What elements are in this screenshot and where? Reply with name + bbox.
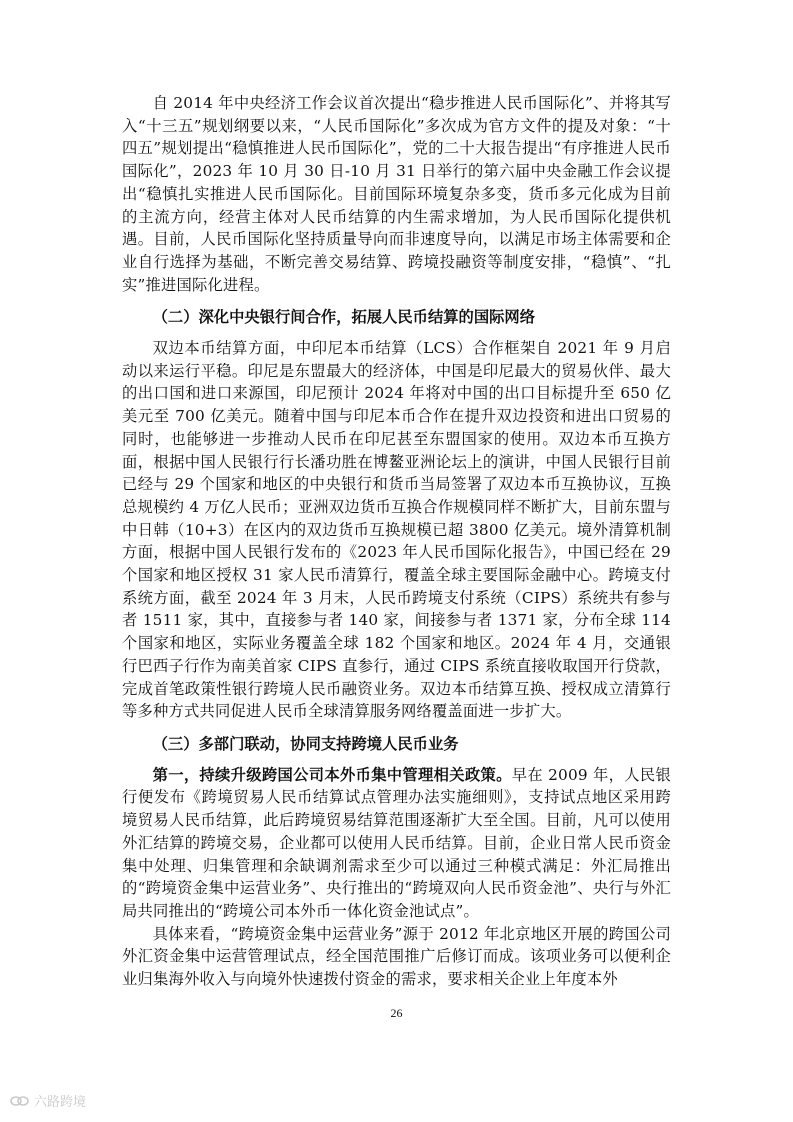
link-icon [10,1094,30,1108]
paragraph-cash-pool-policy [122,764,671,923]
section-heading-central-bank-cooperation: （二）深化中央银行间合作，拓展人民币结算的国际网络 [152,308,536,327]
paragraph-lead-sentence: 第一，持续升级跨国公司本外币集中管理相关政策。 [152,765,512,784]
paragraph-bilateral-settlement: 双边本币结算方面，中印尼本币结算（LCS）合作框架自 2021 年 9 月启动以来运行平稳。印尼是东盟最大的经济体，中国是印尼最大的贸易伙伴、最大的出口国和进口来源国，印尼预计 2024 年将对中国的出口目标提升至 650 亿美元至 700 亿美元。随着中国与印尼本币合作在提升双边投资和进出口贸易的同时，也能够进一步推动人民币在印尼甚至东盟国家的使用。双边本币互换方面，根据中国人民银行行长潘功胜在博鳌亚洲论坛上的演讲，中国人民银行目前已经与 29 个国家和地区的中央银行和货币当局签署了双边本币互换协议，互换总规模约 4 万亿人民币；亚洲双边货币互换合作规模同样不断扩大，目前东盟与中日韩（10+3）在区内的双边货币互换规模已超 3800 亿美元。境外清算机制方面，根据中国人民银行发布的《2023 年人民币国际化报告》，中国已经在 29 个国家和地区授权 31 家人民币清算行，覆盖全球主要国际金融中心。跨境支付系统方面，截至 2024 年 3 月末，人民币跨境支付系统（CIPS）系统共有参与者 1511 家，其中，直接参与者 140 家，间接参与者 1371 家，分布全球 114 个国家和地区，实际业务覆盖全球 182 个国家和地区。2024 年 4 月，交通银行巴西子行作为南美首家 CIPS 直参行，通过 CIPS 系统直接收取国开行贷款，完成首笔政策性银行跨境人民币融资业务。双边本币结算互换、授权成立清算行等多种方式共同促进人民币全球清算服务网络覆盖面进一步扩大。 [122,339,671,721]
paragraph-rmb-internationalization-policy: 自 2014 年中央经济工作会议首次提出“稳步推进人民币国际化”、并将其写入“十三五”规划纲要以来，“人民币国际化”多次成为官方文件的提及对象：“十四五”规划提出“稳慎推进人民币国际化”，党的二十大报告提出“有序推进人民币国际化”，2023 年 10 月 30 日-10 月 31 日举行的第六届中央金融工作会议提出“稳慎扎实推进人民币国际化。目前国际环境复杂多变，货币多元化成为目前的主流方向，经营主体对人民币结算的内生需求增加，为人民币国际化提供机遇。目前，人民币国际化坚持质量导向而非速度导向，以满足市场主体需要和企业自行选择为基础，不断完善交易结算、跨境投融资等制度安排，“稳慎”、“扎实”推进国际化进程。 [122,94,671,294]
paragraph-body-text: 早在 2009 年，人民银行便发布《跨境贸易人民币结算试点管理办法实施细则》，支持试点地区采用跨境贸易人民币结算，此后跨境贸易结算范围逐渐扩大至全国。目前，凡可以使用外汇结算的跨境交易，企业都可以使用人民币结算。目前，企业日常人民币资金集中处理、归集管理和余缺调剂需求至少可以通过三种模式满足：外汇局推出的“跨境资金集中运营业务”、央行推出的“跨境双向人民币资金池”、央行与外汇局共同推出的“跨境公司本外币一体化资金池试点”。 [122,765,671,920]
watermark [10,1091,86,1110]
section-heading-multi-department: （三）多部门联动，协同支持跨境人民币业务 [152,734,459,753]
page-number: 26 [390,1006,403,1020]
document-body [122,92,671,991]
watermark-text: 六路跨境 [34,1095,87,1110]
paragraph-fund-concentration: 具体来看，“跨境资金集中运营业务”源于 2012 年北京地区开展的跨国公司外汇资金集中运营管理试点，经全国范围推广后修订而成。该项业务可以便利企业归集海外收入与向境外快速拨付资金的需求，要求相关企业上年度本外 [122,924,671,989]
